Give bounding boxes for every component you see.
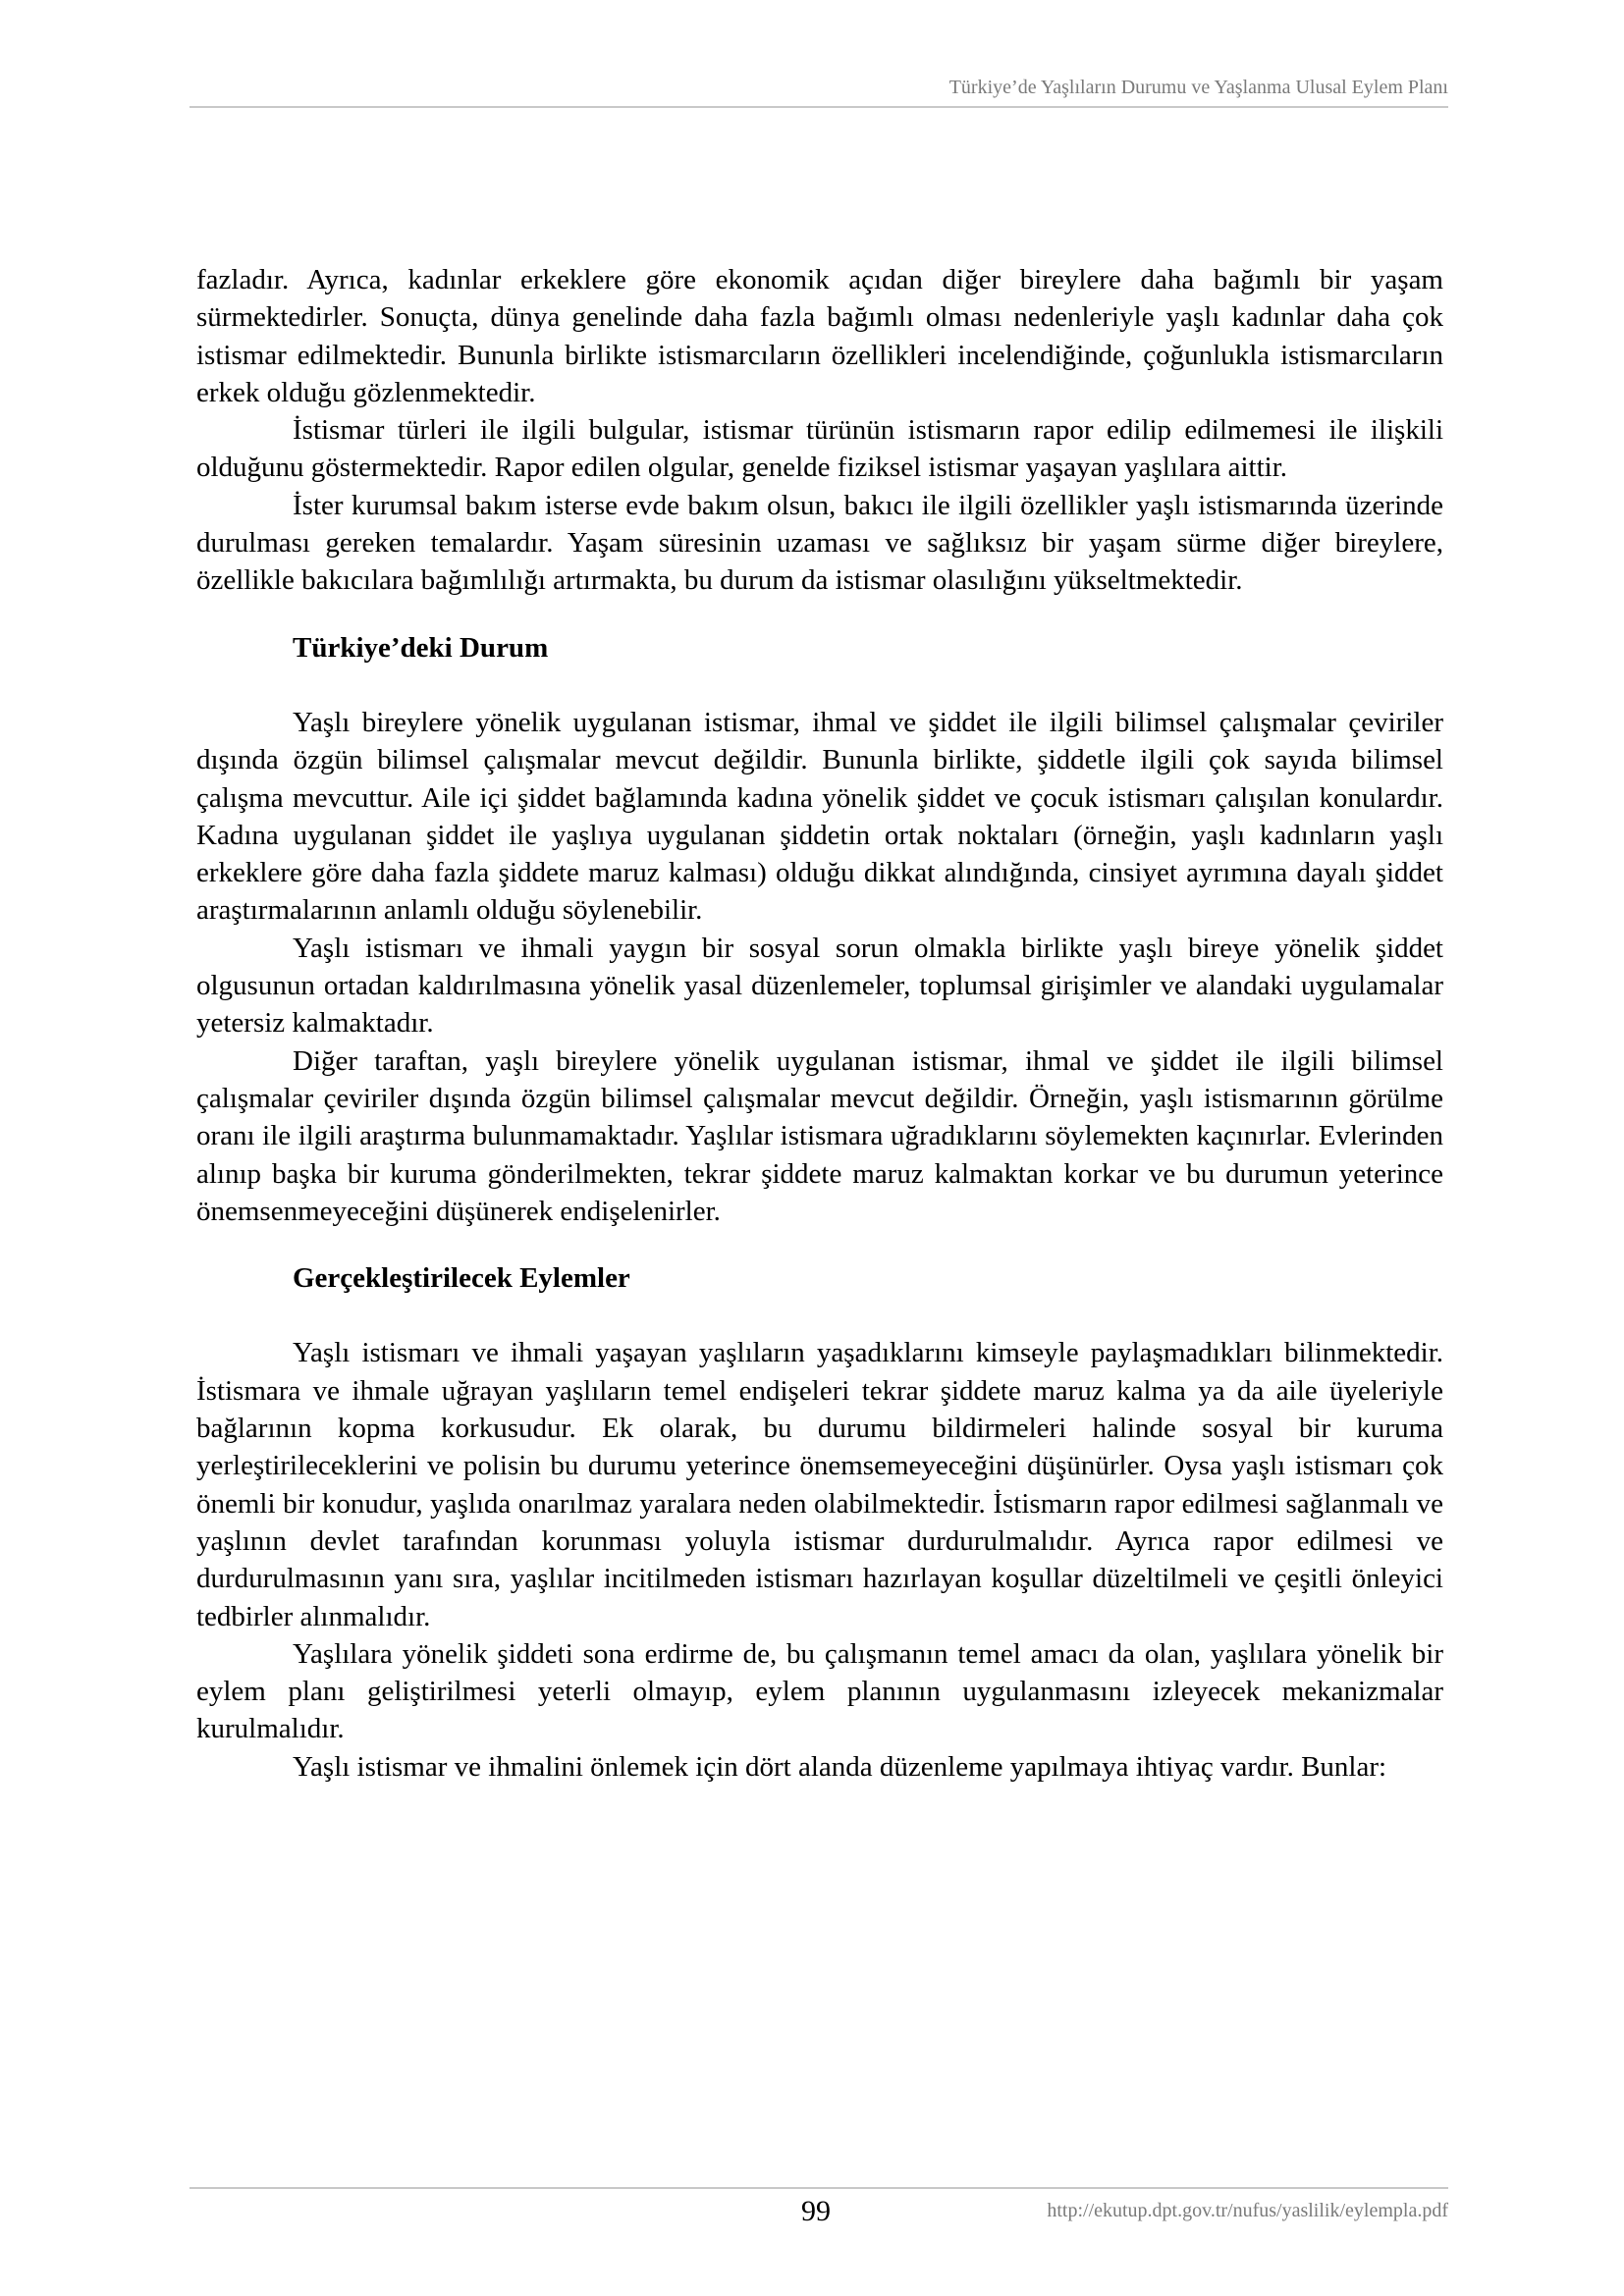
body-paragraph: Yaşlı istismarı ve ihmali yaygın bir sosyal sorun olmakla birlikte yaşlı bireye yönelik şiddet olgusunun ortadan kaldırılmasına yönelik yasal düzenlemeler, toplumsal girişimler ve alandaki uygulamalar yetersiz kalmaktadır. [196,932,1443,1040]
body-paragraph: Yaşlı istismarı ve ihmali yaşayan yaşlıların yaşadıklarını kimseyle paylaşmadıkları bilinmektedir. İstismara ve ihmale uğrayan yaşlıların temel endişeleri tekrar şiddete maruz kalma ya da aile üyeleriyle bağlarının kopma korkusudur. Ek olarak, bu durumu bildirmeleri halinde sosyal bir kuruma yerleştirileceklerini ve polisin bu durumu yeterince önemsemeyeceğini düşünürler. Oysa yaşlı istismarı çok önemli bir konudur, yaşlıda onarılmaz yaralara neden olabilmektedir. İstismarın rapor edilmesi sağlanmalı ve yaşlının devlet tarafından korunması yoluyla istismar durdurulmalıdır. Ayrıca rapor edilmesi ve durdurulmasının yanı sıra, yaşlılar incitilmeden istismarı hazırlayan koşullar düzeltilmeli ve çeşitli önleyici tedbirler alınmalıdır. [196,1337,1443,1632]
body-paragraph: Yaşlı istismar ve ihmalini önlemek için dört alanda düzenleme yapılmaya ihtiyaç vardır. Bunlar: [293,1750,1387,1783]
section-heading-gerceklestirilecek-eylemler: Gerçekleştirilecek Eylemler [293,1262,630,1295]
page-body [196,261,1443,1786]
body-paragraph: Diğer taraftan, yaşlı bireylere yönelik uygulanan istismar, ihmal ve şiddet ile ilgili bilimsel çalışmalar çeviriler dışında özgün bilimsel çalışmalar mevcut değildir. Örneğin, yaşlı istismarının görülme oranı ile ilgili araştırma bulunmamaktadır. Yaşlılar istismara uğradıklarını söylemekten kaçınırlar. Evlerinden alınıp başka bir kuruma gönderilmekten, tekrar şiddete maruz kalmaktan korkar ve bu durumun yeterince önemsenmeyeceğini düşünerek endişelenirler. [196,1044,1443,1227]
section-heading-turkiyedeki-durum: Türkiye’deki Durum [293,631,549,664]
body-paragraph: İster kurumsal bakım isterse evde bakım olsun, bakıcı ile ilgili özellikler yaşlı istismarında üzerinde durulması gereken temalardır. Yaşam süresinin uzaması ve sağlıksız bir yaşam sürme diğer bireylere, özellikle bakıcılara bağımlılığı artırmakta, bu durum da istismar olasılığını yükseltmektedir. [196,489,1443,597]
source-url: http://ekutup.dpt.gov.tr/nufus/yaslilik/eylempla.pdf [1047,2200,1448,2221]
body-paragraph: Yaşlı bireylere yönelik uygulanan istismar, ihmal ve şiddet ile ilgili bilimsel çalışmalar çeviriler dışında özgün bilimsel çalışmalar mevcut değildir. Bununla birlikte, şiddetle ilgili çok sayıda bilimsel çalışma mevcuttur. Aile içi şiddet bağlamında kadına yönelik şiddet ve çocuk istismarı çalışılan konulardır. Kadına uygulanan şiddet ile yaşlıya uygulanan şiddetin ortak noktaları (örneğin, yaşlı kadınların yaşlı erkeklere göre daha fazla şiddete maruz kalması) olduğu dikkat alındığında, cinsiyet ayrımına dayalı şiddet araştırmalarının anlamlı olduğu söylenebilir. [196,706,1443,927]
document-title: Türkiye’de Yaşlıların Durumu ve Yaşlanma Ulusal Eylem Planı [948,77,1448,98]
running-header [189,0,1448,108]
footer-rule [189,2187,1448,2189]
body-paragraph: fazladır. Ayrıca, kadınlar erkeklere göre ekonomik açıdan diğer bireylere daha bağımlı bir yaşam sürmektedirler. Sonuçta, dünya genelinde daha fazla bağımlı olması nedenleriyle yaşlı kadınlar daha çok istismar edilmektedir. Bununla birlikte istismarcıların özellikleri incelendiğinde, çoğunlukla istismarcıların erkek olduğu gözlenmektedir. [196,264,1443,408]
body-paragraph: Yaşlılara yönelik şiddeti sona erdirme de, bu çalışmanın temel amacı da olan, yaşlılara yönelik bir eylem planı geliştirilmesi yeterli olmayıp, eylem planının uygulanmasını izleyecek mekanizmalar kurulmalıdır. [196,1637,1443,1745]
body-paragraph: İstismar türleri ile ilgili bulgular, istismar türünün istismarın rapor edilip edilmemesi ile ilişkili olduğunu göstermektedir. Rapor edilen olgular, genelde fiziksel istismar yaşayan yaşlılara aittir. [196,414,1443,484]
page-number: 99 [801,2195,831,2227]
